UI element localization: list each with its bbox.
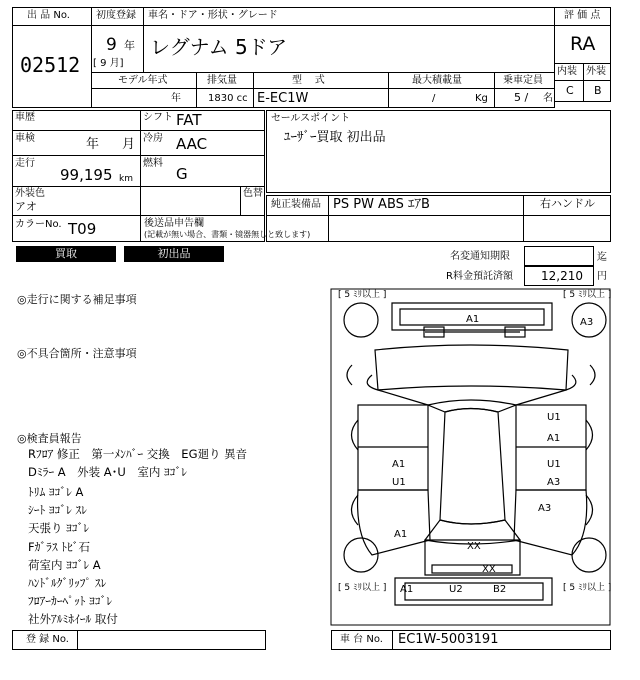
capacity: 5 /	[514, 91, 529, 104]
inspector-note: 社外ｱﾙﾐﾎｲｰﾙ 取付	[28, 612, 118, 626]
interior-label: 内装	[557, 66, 577, 77]
sales-point: ﾕｰｻﾞｰ買取 初出品	[284, 130, 386, 145]
car-name: レグナム 5ドア	[150, 35, 288, 59]
model-code: E-EC1W	[257, 91, 309, 106]
score-label: 評 価 点	[564, 10, 601, 21]
year-unit: 年	[124, 39, 135, 52]
shift-label: シフト	[143, 112, 173, 123]
inspector-note: Rﾌﾛｱ 修正 第一ﾒﾝﾊﾞｰ 交換 EG廻り 異音	[28, 447, 248, 461]
displacement: 1830 cc	[208, 93, 248, 104]
inspector-note: ｼｰﾄ ﾖｺﾞﾚ ｽﾚ	[28, 503, 88, 517]
right-rear-bottom-mark: A3	[547, 477, 561, 488]
max-load: /	[432, 93, 436, 104]
inspection-label: 車検	[15, 133, 35, 144]
tire-rr-tread: [ 5 ﾐﾘ以上 ]	[563, 583, 611, 593]
chassis-number: EC1W-5003191	[398, 632, 499, 647]
mileage-unit: km	[119, 174, 133, 184]
color-no: T09	[68, 220, 97, 238]
ac-label: 冷房	[143, 133, 163, 144]
ac-value: AAC	[176, 135, 208, 153]
lot-number: 02512	[20, 53, 81, 77]
right-rear-top-mark: U1	[547, 459, 561, 470]
interior-score: C	[566, 84, 574, 97]
left-quarter-mark: A1	[394, 529, 408, 540]
inspector-header: ◎検査員報告	[17, 432, 82, 445]
tire-fr-tread: [ 5 ﾐﾘ以上 ]	[563, 290, 611, 300]
exterior-label: 外装	[586, 66, 606, 77]
color-label: 外装色	[15, 188, 45, 199]
rear-bumper-right-mark: B2	[493, 584, 507, 595]
tire-front-left-icon	[344, 303, 378, 337]
inspector-note: ﾊﾝﾄﾞﾙｸﾞﾘｯﾌﾟ ｽﾚ	[28, 576, 107, 590]
equipment-label: 純正装備品	[271, 199, 321, 210]
blank-row	[266, 215, 611, 242]
recycle-fee: 12,210	[541, 269, 583, 283]
right-quarter-mark: A3	[538, 503, 552, 514]
recycle-unit: 円	[597, 271, 607, 282]
details-left-box	[12, 110, 265, 216]
tire-rl-tread: [ 5 ﾐﾘ以上 ]	[338, 583, 387, 593]
first-registration-month: [ 9 月]	[93, 58, 124, 69]
docs-label: 後送品申告欄	[144, 218, 204, 229]
rear-bumper-center-mark: U2	[449, 584, 463, 595]
front-right-mark: A3	[580, 317, 594, 328]
max-load-label: 最大積載量	[412, 75, 462, 86]
shift-value: FAT	[176, 111, 202, 129]
fuel-label: 燃料	[143, 158, 163, 169]
mileage-label: 走行	[15, 158, 35, 169]
first-registration-year: 9	[106, 35, 117, 55]
tailgate-mark: XX	[467, 541, 481, 552]
docs-note: (記載が無い場合、書類・镜器無しと致します)	[144, 230, 311, 239]
name-change-label: 名変通知期限	[450, 251, 510, 262]
car-name-label: 車名・ドア・形状・グレード	[148, 10, 278, 21]
name-change-box	[524, 246, 594, 266]
model-year-label: モデル年式	[118, 75, 168, 86]
inspection-month-unit: 月	[122, 137, 136, 152]
capacity-unit: 名	[543, 93, 553, 104]
inspector-note: ﾄﾘﾑ ﾖｺﾞﾚ A	[28, 485, 84, 499]
right-front-top-mark: U1	[547, 412, 561, 423]
inspector-note: Dﾐﾗｰ A 外装 A･U 室内 ﾖｺﾞﾚ	[28, 465, 187, 479]
color-value: アオ	[15, 200, 37, 213]
right-front-bottom-mark: A1	[547, 433, 561, 444]
overall-score: RA	[570, 33, 596, 55]
exterior-score: B	[594, 84, 602, 97]
inspector-note: 荷室内 ﾖｺﾞﾚ A	[28, 558, 101, 572]
rear-bumper-left-mark: A1	[400, 584, 414, 595]
inspector-note: ﾌﾛｱｰｶｰﾍﾟｯﾄ ﾖｺﾞﾚ	[28, 594, 113, 608]
capacity-label: 乗車定員	[503, 75, 543, 86]
displacement-label: 排気量	[207, 75, 237, 86]
max-load-unit: Kg	[475, 93, 488, 104]
tire-fl-tread: [ 5 ﾐﾘ以上 ]	[338, 290, 387, 300]
type-label: 型 式	[292, 75, 325, 86]
registration-label: 登 録 No.	[26, 634, 69, 645]
tire-rear-right-icon	[572, 538, 606, 572]
model-year-unit: 年	[171, 93, 181, 104]
left-front-bottom-mark: U1	[392, 477, 406, 488]
inspector-note: Fｶﾞﾗｽ ﾄﾋﾞ石	[28, 540, 91, 554]
damage-diagram	[330, 288, 611, 626]
tag-buyback: 買取	[16, 246, 116, 262]
lot-number-label: 出 品 No.	[27, 10, 70, 21]
defects-header: ◎不具合箇所・注意事項	[17, 347, 137, 360]
repaint-label: 色替	[243, 188, 263, 199]
equipment: PS PW ABS ｴｱB	[333, 197, 430, 212]
left-front-top-mark: A1	[392, 459, 406, 470]
front-bumper-mark: A1	[466, 314, 480, 325]
recycle-label: R料金預託済額	[446, 271, 513, 282]
tag-first-listing: 初出品	[124, 246, 224, 262]
name-change-unit: 迄	[597, 252, 607, 263]
fuel-value: G	[176, 165, 188, 183]
steering: 右ハンドル	[540, 197, 595, 210]
first-registration-label: 初度登録	[96, 10, 136, 21]
history-label: 車歴	[15, 112, 35, 123]
sales-point-label: セールスポイント	[271, 113, 351, 124]
inspector-note: 天張り ﾖｺﾞﾚ	[28, 521, 90, 535]
inspection-year-unit: 年	[86, 137, 100, 152]
rear-glass-mark: XX	[482, 564, 496, 575]
driving-notes-header: ◎走行に関する補足事項	[17, 293, 137, 306]
mileage: 99,195	[60, 166, 113, 184]
color-no-label: カラーNo.	[15, 219, 62, 230]
chassis-label: 車 台 No.	[340, 634, 383, 645]
